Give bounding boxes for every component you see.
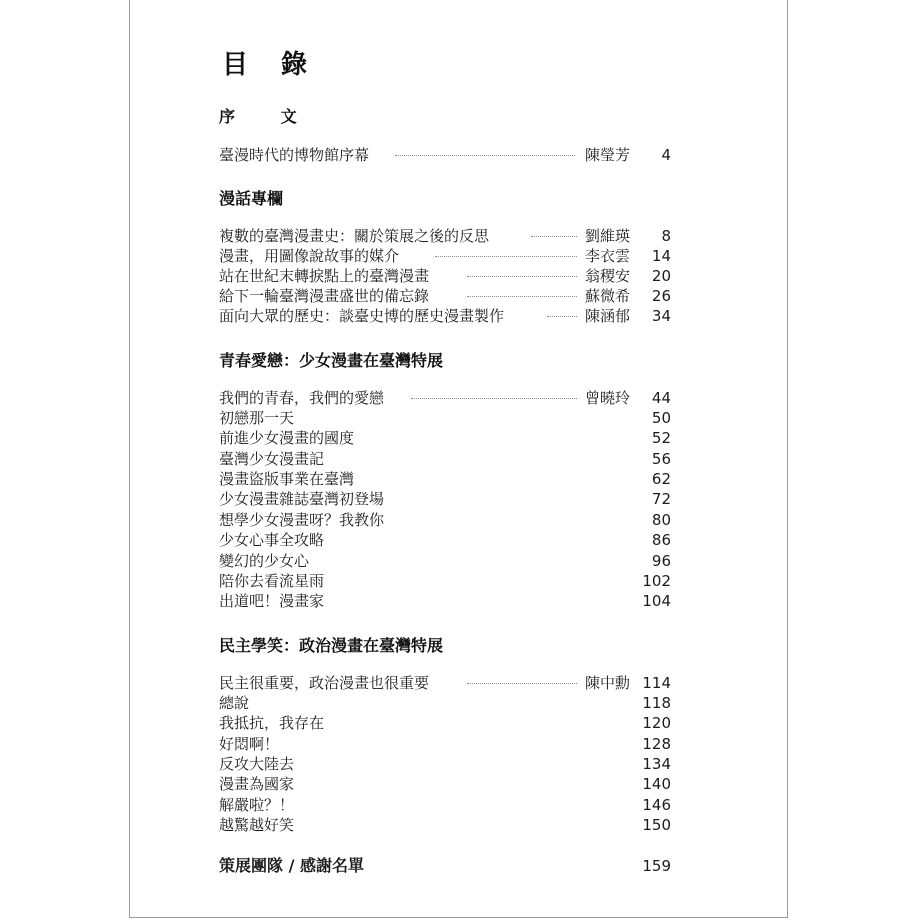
toc-entry[interactable] bbox=[219, 774, 671, 794]
entry-title: 少女漫畫雜誌臺灣初登場 bbox=[219, 490, 385, 508]
toc-entry[interactable] bbox=[219, 469, 671, 489]
toc-entry[interactable] bbox=[219, 428, 671, 448]
entry-title: 給下一輪臺灣漫畫盛世的備忘錄 bbox=[219, 287, 430, 305]
toc-entry[interactable] bbox=[219, 551, 671, 571]
toc-entry[interactable] bbox=[219, 510, 671, 530]
dot-leader bbox=[467, 276, 577, 277]
entry-author: 陳涵郁 bbox=[585, 307, 631, 325]
entry-author: 翁稷安 bbox=[585, 267, 631, 285]
entry-title: 漫畫為國家 bbox=[219, 775, 295, 793]
toc-entry[interactable] bbox=[219, 693, 671, 713]
entry-title: 複數的臺灣漫畫史：關於策展之後的反思 bbox=[219, 227, 490, 245]
entry-author: 陳中勳 bbox=[585, 674, 631, 692]
entry-author: 劉維瑛 bbox=[585, 227, 631, 245]
entry-title: 我們的青春，我們的愛戀 bbox=[219, 389, 385, 407]
entry-page: 102 bbox=[642, 572, 671, 590]
entry-title: 少女心事全攻略 bbox=[219, 531, 325, 549]
entry-page: 56 bbox=[651, 450, 671, 468]
entry-page: 150 bbox=[642, 816, 671, 834]
entry-page: 104 bbox=[642, 592, 671, 610]
toc-entry[interactable] bbox=[219, 815, 671, 835]
toc-entry[interactable] bbox=[219, 408, 671, 428]
dot-leader bbox=[547, 316, 577, 317]
entry-page: 114 bbox=[642, 674, 671, 692]
entry-page: 34 bbox=[651, 307, 671, 325]
entry-title: 陪你去看流星雨 bbox=[219, 572, 325, 590]
section-heading-shojo-exhibit: 青春愛戀：少女漫畫在臺灣特展 bbox=[219, 351, 444, 370]
entry-title: 前進少女漫畫的國度 bbox=[219, 429, 355, 447]
entry-title: 變幻的少女心 bbox=[219, 552, 310, 570]
entry-page: 120 bbox=[642, 714, 671, 732]
entry-page: 72 bbox=[651, 490, 671, 508]
toc-entry[interactable] bbox=[219, 449, 671, 469]
entry-page: 146 bbox=[642, 796, 671, 814]
entry-page: 140 bbox=[642, 775, 671, 793]
entry-page: 26 bbox=[651, 287, 671, 305]
dot-leader bbox=[467, 683, 577, 684]
closing-title: 策展團隊 / 感謝名單 bbox=[219, 856, 364, 875]
entry-page: 20 bbox=[651, 267, 671, 285]
entry-title: 我抵抗，我存在 bbox=[219, 714, 325, 732]
toc-entry[interactable] bbox=[219, 226, 671, 246]
entry-title: 漫畫盜版事業在臺灣 bbox=[219, 470, 355, 488]
entry-author: 陳瑩芳 bbox=[585, 146, 631, 164]
toc-entry[interactable] bbox=[219, 306, 671, 326]
entry-page: 52 bbox=[651, 429, 671, 447]
toc-title: 目 錄 bbox=[222, 50, 320, 80]
entry-page: 86 bbox=[651, 531, 671, 549]
toc-entry[interactable] bbox=[219, 673, 671, 693]
toc-entry[interactable] bbox=[219, 591, 671, 611]
entry-title: 面向大眾的歷史：談臺史博的歷史漫畫製作 bbox=[219, 307, 505, 325]
entry-page: 134 bbox=[642, 755, 671, 773]
toc-entry[interactable] bbox=[219, 266, 671, 286]
toc-entry[interactable] bbox=[219, 795, 671, 815]
entry-page: 80 bbox=[651, 511, 671, 529]
entry-title: 初戀那一天 bbox=[219, 409, 295, 427]
section-heading-political-exhibit: 民主學笑：政治漫畫在臺灣特展 bbox=[219, 636, 444, 655]
entry-title: 想學少女漫畫呀？我教你 bbox=[219, 511, 385, 529]
dot-leader bbox=[435, 256, 577, 257]
toc-entry[interactable] bbox=[219, 571, 671, 591]
entry-title: 漫畫，用圖像說故事的媒介 bbox=[219, 247, 400, 265]
dot-leader bbox=[467, 296, 577, 297]
entry-page: 50 bbox=[651, 409, 671, 427]
toc-entry[interactable] bbox=[219, 754, 671, 774]
entry-title: 總說 bbox=[219, 694, 250, 712]
toc-entry-closing[interactable] bbox=[219, 856, 671, 876]
entry-title: 越驚越好笑 bbox=[219, 816, 295, 834]
entry-page: 44 bbox=[651, 389, 671, 407]
entry-page: 8 bbox=[661, 227, 671, 245]
dot-leader bbox=[395, 155, 575, 156]
entry-page: 96 bbox=[651, 552, 671, 570]
toc-entry[interactable] bbox=[219, 246, 671, 266]
entry-title: 解嚴啦？！ bbox=[219, 796, 295, 814]
entry-title: 站在世紀末轉捩點上的臺灣漫畫 bbox=[219, 267, 430, 285]
toc-entry[interactable] bbox=[219, 713, 671, 733]
entry-page: 118 bbox=[642, 694, 671, 712]
toc-entry[interactable] bbox=[219, 145, 671, 165]
toc-entry[interactable] bbox=[219, 489, 671, 509]
section-heading-columns: 漫話專欄 bbox=[219, 189, 284, 208]
section-heading-preface: 序 文 bbox=[219, 107, 317, 126]
entry-title: 臺漫時代的博物館序幕 bbox=[219, 146, 370, 164]
entry-page: 128 bbox=[642, 735, 671, 753]
entry-title: 民主很重要，政治漫畫也很重要 bbox=[219, 674, 430, 692]
entry-author: 李衣雲 bbox=[585, 247, 631, 265]
entry-title: 好悶啊！ bbox=[219, 735, 280, 753]
toc-entry[interactable] bbox=[219, 388, 671, 408]
entry-title: 反攻大陸去 bbox=[219, 755, 295, 773]
entry-author: 蘇微希 bbox=[585, 287, 631, 305]
entry-title: 臺灣少女漫畫記 bbox=[219, 450, 325, 468]
closing-page: 159 bbox=[642, 857, 671, 875]
toc-entry[interactable] bbox=[219, 530, 671, 550]
entry-page: 14 bbox=[651, 247, 671, 265]
toc-entry[interactable] bbox=[219, 286, 671, 306]
entry-page: 62 bbox=[651, 470, 671, 488]
entry-page: 4 bbox=[661, 146, 671, 164]
dot-leader bbox=[411, 398, 577, 399]
entry-author: 曾曉玲 bbox=[585, 389, 631, 407]
entry-title: 出道吧！漫畫家 bbox=[219, 592, 325, 610]
toc-entry[interactable] bbox=[219, 734, 671, 754]
dot-leader bbox=[531, 236, 577, 237]
